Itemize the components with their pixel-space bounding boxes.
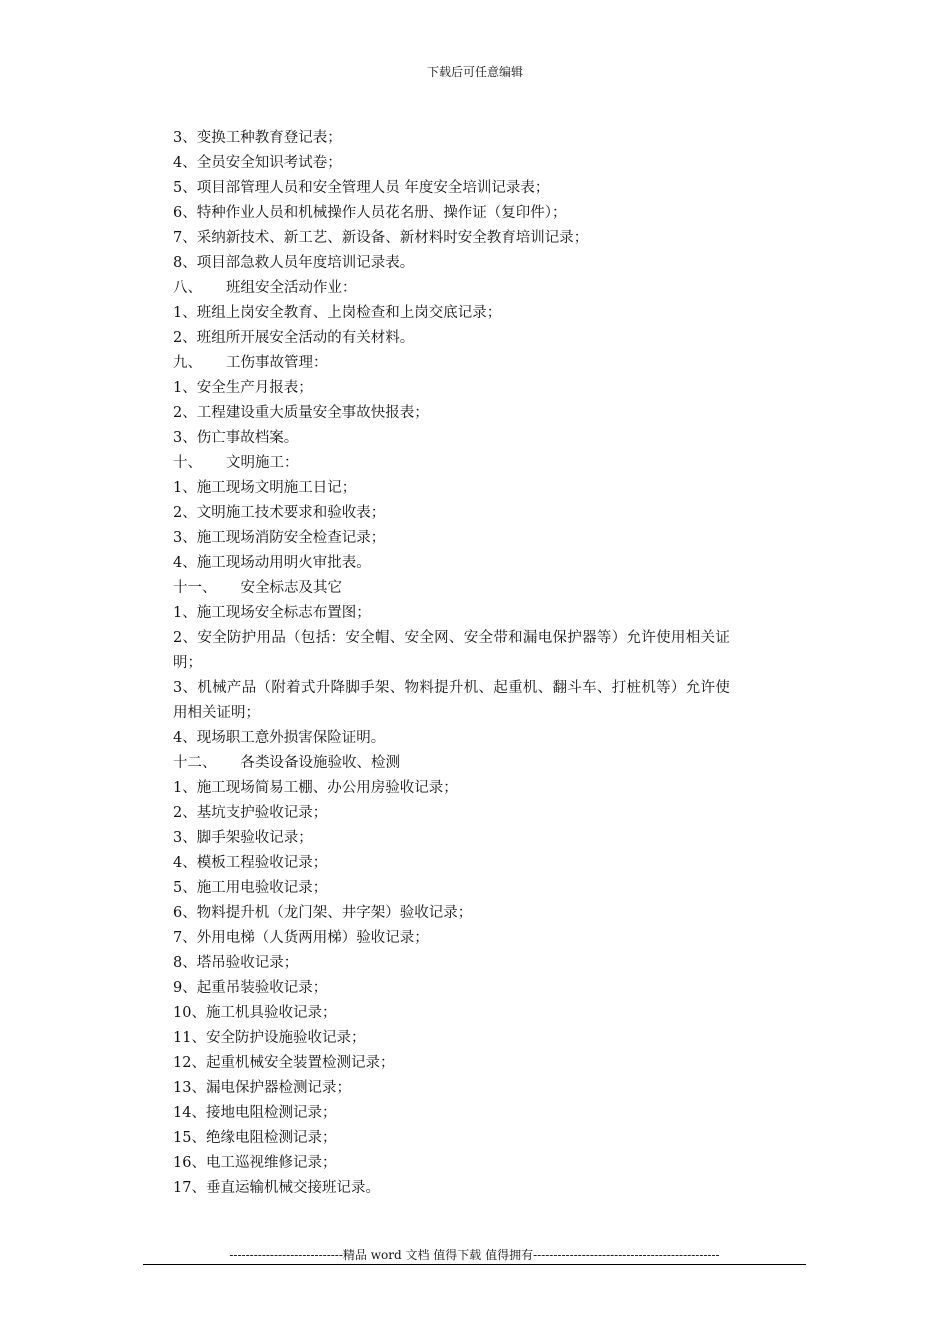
- list-item: 1、施工现场文明施工日记；: [173, 480, 357, 496]
- page-header: [0, 64, 950, 80]
- section-number: 十、: [173, 455, 202, 471]
- section-heading: [173, 751, 805, 776]
- list-item: 11、安全防护设施验收记录；: [173, 1030, 366, 1046]
- list-item: 4、施工现场动用明火审批表。: [173, 555, 371, 571]
- list-item: 16、电工巡视维修记录；: [173, 1155, 337, 1171]
- list-item: 4、现场职工意外损害保险证明。: [173, 730, 386, 746]
- section-title: 文明施工：: [226, 455, 299, 471]
- list-item: 3、机械产品（附着式升降脚手架、物料提升机、起重机、翻斗车、打桩机等）允许使: [173, 680, 731, 696]
- list-item: 15、绝缘电阻检测记录；: [173, 1130, 337, 1146]
- list-item: 用相关证明；: [173, 705, 260, 721]
- section-title: 工伤事故管理：: [226, 355, 328, 371]
- list-item: 10、施工机具验收记录；: [173, 1005, 337, 1021]
- list-item: 4、模板工程验收记录；: [173, 855, 328, 871]
- list-item: 2、基坑支护验收记录；: [173, 805, 328, 821]
- list-item: 12、起重机械安全装置检测记录；: [173, 1055, 395, 1071]
- section-number: 八、: [173, 280, 202, 296]
- list-item: 7、采纳新技术、新工艺、新设备、新材料时安全教育培训记录；: [173, 230, 589, 246]
- list-item: 6、物料提升机（龙门架、井字架）验收记录；: [173, 905, 473, 921]
- footer-rule: [143, 1264, 806, 1265]
- list-item: 3、施工现场消防安全检查记录；: [173, 530, 386, 546]
- list-item: 5、项目部管理人员和安全管理人员 年度安全培训记录表；: [173, 180, 550, 196]
- section-heading: [173, 451, 805, 476]
- list-item: 1、施工现场简易工棚、办公用房验收记录；: [173, 780, 458, 796]
- list-item: 明；: [173, 655, 202, 671]
- list-item: 3、变换工种教育登记表；: [173, 130, 342, 146]
- list-item: 7、外用电梯（人货两用梯）验收记录；: [173, 930, 429, 946]
- section-title: 各类设备设施验收、检测: [240, 755, 400, 771]
- list-item: 6、特种作业人员和机械操作人员花名册、操作证（复印件）；: [173, 205, 567, 221]
- list-item: 8、塔吊验收记录；: [173, 955, 299, 971]
- footer-text: ----------------------------精品 word 文档 值得下载 值得拥有----------------------------------------------: [229, 1248, 720, 1262]
- list-item: 1、施工现场安全标志布置图；: [173, 605, 371, 621]
- section-title: 安全标志及其它: [240, 580, 342, 596]
- list-item: 17、垂直运输机械交接班记录。: [173, 1180, 380, 1196]
- page-footer: [143, 1247, 806, 1265]
- list-item: 9、起重吊装验收记录；: [173, 980, 328, 996]
- list-item: 3、脚手架验收记录；: [173, 830, 313, 846]
- list-item: 8、项目部急救人员年度培训记录表。: [173, 255, 415, 271]
- section-heading: [173, 351, 805, 376]
- list-item: 5、施工用电验收记录；: [173, 880, 328, 896]
- section-heading: [173, 576, 805, 601]
- section-number: 九、: [173, 355, 202, 371]
- list-item: 2、班组所开展安全活动的有关材料。: [173, 330, 415, 346]
- list-item: 14、接地电阻检测记录；: [173, 1105, 337, 1121]
- list-item: 2、安全防护用品（包括：安全帽、安全网、安全带和漏电保护器等）允许使用相关证: [173, 630, 731, 646]
- list-item: 1、班组上岗安全教育、上岗检查和上岗交底记录；: [173, 305, 502, 321]
- section-number: 十一、: [173, 580, 217, 596]
- document-body: [173, 126, 805, 1201]
- section-title: 班组安全活动作业：: [226, 280, 357, 296]
- list-item: 2、文明施工技术要求和验收表；: [173, 505, 386, 521]
- list-item: 3、伤亡事故档案。: [173, 430, 299, 446]
- section-heading: [173, 276, 805, 301]
- list-item: 4、全员安全知识考试卷；: [173, 155, 342, 171]
- list-item: 13、漏电保护器检测记录；: [173, 1080, 351, 1096]
- header-text: 下载后可任意编辑: [426, 65, 523, 79]
- list-item: 2、工程建设重大质量安全事故快报表；: [173, 405, 429, 421]
- list-item: 1、安全生产月报表；: [173, 380, 313, 396]
- section-number: 十二、: [173, 755, 217, 771]
